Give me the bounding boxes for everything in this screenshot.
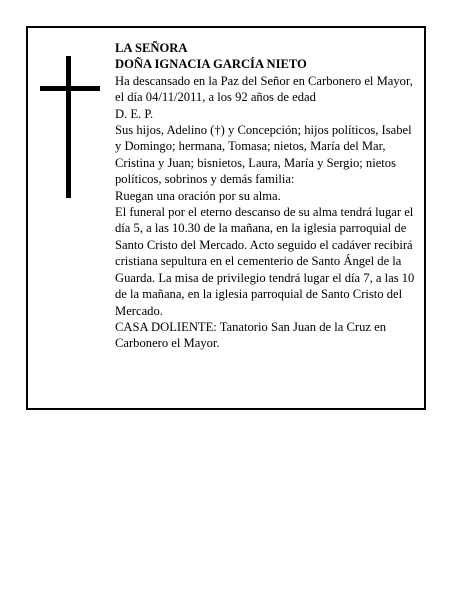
deceased-name: DOÑA IGNACIA GARCÍA NIETO bbox=[115, 57, 307, 72]
obituary-notice bbox=[26, 26, 426, 410]
funeral-details: El funeral por el eterno descanso de su alma tendrá lugar el día 5, a las 10.30 de la mañana, en la iglesia parroquial de Santo Cristo del Mercado. Acto seguido el cadáver recibirá cristiana sepultura en el cementerio de Santo Ángel de la Guarda. La misa de privilegio tendrá lugar el día 7, a las 10 de la mañana, en la iglesia parroquial de Santo Cristo del Mercado. bbox=[115, 205, 415, 318]
prayer-request: Ruegan una oración por su alma. bbox=[115, 188, 281, 203]
cross-vertical-bar bbox=[66, 56, 71, 198]
notice-heading: LA SEÑORA bbox=[115, 41, 188, 55]
notice-text bbox=[115, 40, 420, 352]
cross-icon bbox=[40, 56, 100, 198]
rip-line: D. E. P. bbox=[115, 106, 154, 121]
mourning-house: CASA DOLIENTE: Tanatorio San Juan de la Cruz en Carbonero el Mayor. bbox=[115, 319, 386, 351]
death-announcement: Ha descansado en la Paz del Señor en Carbonero el Mayor, el día 04/11/2011, a los 92 años de edad bbox=[115, 73, 413, 105]
cross-horizontal-bar bbox=[40, 86, 100, 91]
family-list: Sus hijos, Adelino (†) y Concepción; hijos políticos, Isabel y Domingo; hermana, Tomasa; nietos, María del Mar, Cristina y Juan; bisnietos, Laura, María y Sergio; nietos políticos, sobrinos y demás familia: bbox=[115, 123, 412, 187]
